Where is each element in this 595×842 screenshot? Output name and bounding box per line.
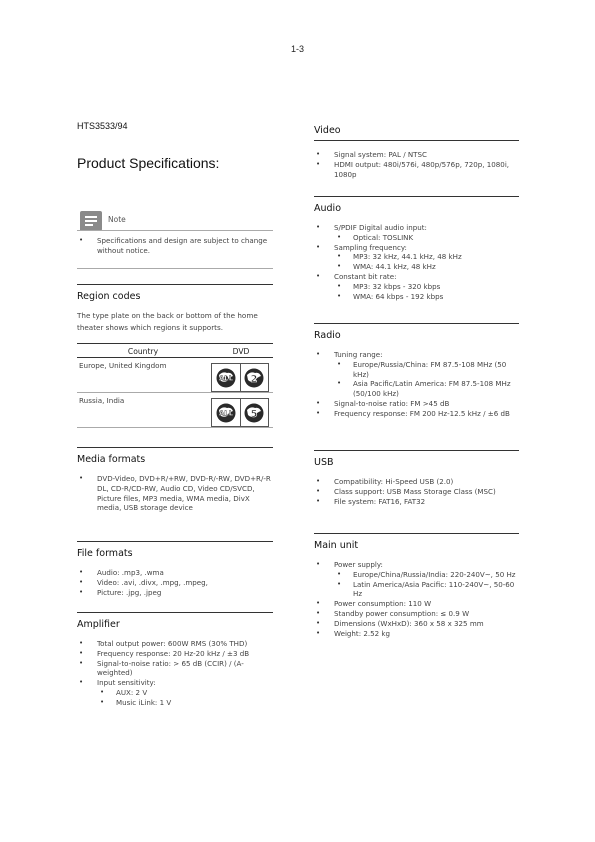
dvd-region-5-icon [240, 399, 269, 426]
region-code: ALL [218, 374, 233, 382]
list-item: • MP3: 32 kHz, 44.1 kHz, 48 kHz [334, 252, 519, 262]
audio-section [314, 196, 519, 301]
section-title: Radio [314, 330, 341, 341]
list-item: • Class support: USB Mass Storage Class (MSC) [314, 487, 519, 497]
section-title: Region codes [77, 291, 141, 302]
media-formats-section [77, 447, 273, 513]
list-item: • Specifications and design are subject to change without notice. [77, 236, 273, 256]
list-item: • Music iLink: 1 V [97, 698, 273, 708]
region-badges [211, 363, 269, 392]
radio-section [314, 323, 519, 419]
list-item: • Optical: TOSLINK [334, 233, 519, 243]
list-item: • Frequency response: 20 Hz-20 kHz / ±3 dB [77, 649, 273, 659]
audio-list [314, 223, 519, 301]
note-list [77, 236, 273, 256]
list-item: • Standby power consumption: ≤ 0.9 W [314, 609, 519, 619]
video-section [314, 124, 519, 179]
note-box [77, 206, 273, 269]
list-item: • Audio: .mp3, .wma [77, 568, 273, 578]
list-item: • Europe/Russia/China: FM 87.5-108 MHz (50 kHz) [334, 360, 519, 380]
section-title: Main unit [314, 540, 359, 551]
list-item: • MP3: 32 kbps - 320 kbps [334, 282, 519, 292]
amplifier-list [77, 639, 273, 708]
main-unit-section [314, 533, 519, 638]
region-code: 2 [250, 373, 258, 385]
list-item: • Constant bit rate: • MP3: 32 kbps - 320 kbps • WMA: 64 kbps - 192 kbps [314, 272, 519, 301]
column-header-dvd: DVD [209, 344, 273, 358]
country-cell: Russia, India [77, 393, 209, 428]
list-item: • Sampling frequency: • MP3: 32 kHz, 44.1 kHz, 48 kHz • WMA: 44.1 kHz, 48 kHz [314, 243, 519, 272]
list-item: • Dimensions (WxHxD): 360 x 58 x 325 mm [314, 619, 519, 629]
region-code: ALL [218, 409, 233, 417]
list-item: • Europe/China/Russia/India: 220-240V~, 50 Hz [334, 570, 519, 580]
list-item: • Compatibility: Hi-Speed USB (2.0) [314, 477, 519, 487]
region-codes-section [77, 284, 273, 428]
table-row [77, 393, 273, 428]
list-item: • File system: FAT16, FAT32 [314, 497, 519, 507]
list-item: • Picture: .jpg, .jpeg [77, 588, 273, 598]
section-title: File formats [77, 548, 133, 559]
list-item: • DVD-Video, DVD+R/+RW, DVD-R/-RW, DVD+R/-R DL, CD-R/CD-RW, Audio CD, Video CD/SVCD, Picture files, MP3 media, WMA media, DivX media, USB storage device [77, 474, 273, 513]
column-header-country: Country [77, 344, 209, 358]
section-title: Amplifier [77, 619, 120, 630]
list-item: • Latin America/Asia Pacific: 110-240V~, 50-60 Hz [334, 580, 519, 600]
note-header [77, 206, 273, 230]
list-item: • Asia Pacific/Latin America: FM 87.5-108 MHz (50/100 kHz) [334, 379, 519, 399]
section-title: Audio [314, 203, 342, 214]
radio-list [314, 350, 519, 419]
list-item: • Frequency response: FM 200 Hz-12.5 kHz / ±6 dB [314, 409, 519, 419]
file-formats-section [77, 541, 273, 597]
dvd-cell [209, 393, 273, 428]
list-item: • WMA: 44.1 kHz, 48 kHz [334, 262, 519, 272]
list-item: • Total output power: 600W RMS (30% THD) [77, 639, 273, 649]
country-cell: Europe, United Kingdom [77, 358, 209, 393]
list-item: • WMA: 64 kbps - 192 kbps [334, 292, 519, 302]
region-code: 5 [250, 408, 258, 420]
file-formats-list [77, 568, 273, 597]
list-item: • Power supply: • Europe/China/Russia/India: 220-240V~, 50 Hz • Latin America/Asia Pacific: 110-240V~, 50-60 Hz [314, 560, 519, 599]
media-formats-list [77, 474, 273, 513]
list-item: • Signal system: PAL / NTSC [314, 150, 519, 160]
note-label: Note [108, 215, 126, 224]
video-list [314, 150, 519, 179]
usb-section [314, 450, 519, 506]
section-title: USB [314, 457, 334, 468]
note-icon [80, 211, 102, 231]
list-item: • Video: .avi, .divx, .mpg, .mpeg, [77, 578, 273, 588]
list-item: • AUX: 2 V [97, 688, 273, 698]
list-item: • Weight: 2.52 kg [314, 629, 519, 639]
list-item: • HDMI output: 480i/576i, 480p/576p, 720p, 1080i, 1080p [314, 160, 519, 180]
dvd-region-2-icon [240, 364, 269, 391]
table-row [77, 358, 273, 393]
model-number: HTS3533/94 [77, 121, 128, 131]
usb-list [314, 477, 519, 506]
list-item: • S/PDIF Digital audio input: • Optical: TOSLINK [314, 223, 519, 243]
main-unit-list [314, 560, 519, 638]
list-item: • Signal-to-noise ratio: FM >45 dB [314, 399, 519, 409]
region-badges [211, 398, 269, 427]
list-item: • Signal-to-noise ratio: > 65 dB (CCIR) / (A-weighted) [77, 659, 273, 679]
section-title: Video [314, 125, 341, 136]
list-item: • Power consumption: 110 W [314, 599, 519, 609]
section-title: Media formats [77, 454, 146, 465]
list-item: • Input sensitivity: • AUX: 2 V • Music iLink: 1 V [77, 678, 273, 707]
dvd-region-all-icon [212, 399, 240, 426]
region-table [77, 343, 273, 428]
dvd-cell [209, 358, 273, 393]
amplifier-section [77, 612, 273, 708]
page-number: 1-3 [290, 44, 304, 54]
page-title: Product Specifications: [77, 155, 220, 171]
region-description: The type plate on the back or bottom of the home theater shows which regions it supports. [77, 311, 258, 332]
list-item: • Tuning range: • Europe/Russia/China: FM 87.5-108 MHz (50 kHz) • Asia Pacific/Latin America: FM 87.5-108 MHz (50/100 kHz) [314, 350, 519, 399]
dvd-region-all-icon [212, 364, 240, 391]
